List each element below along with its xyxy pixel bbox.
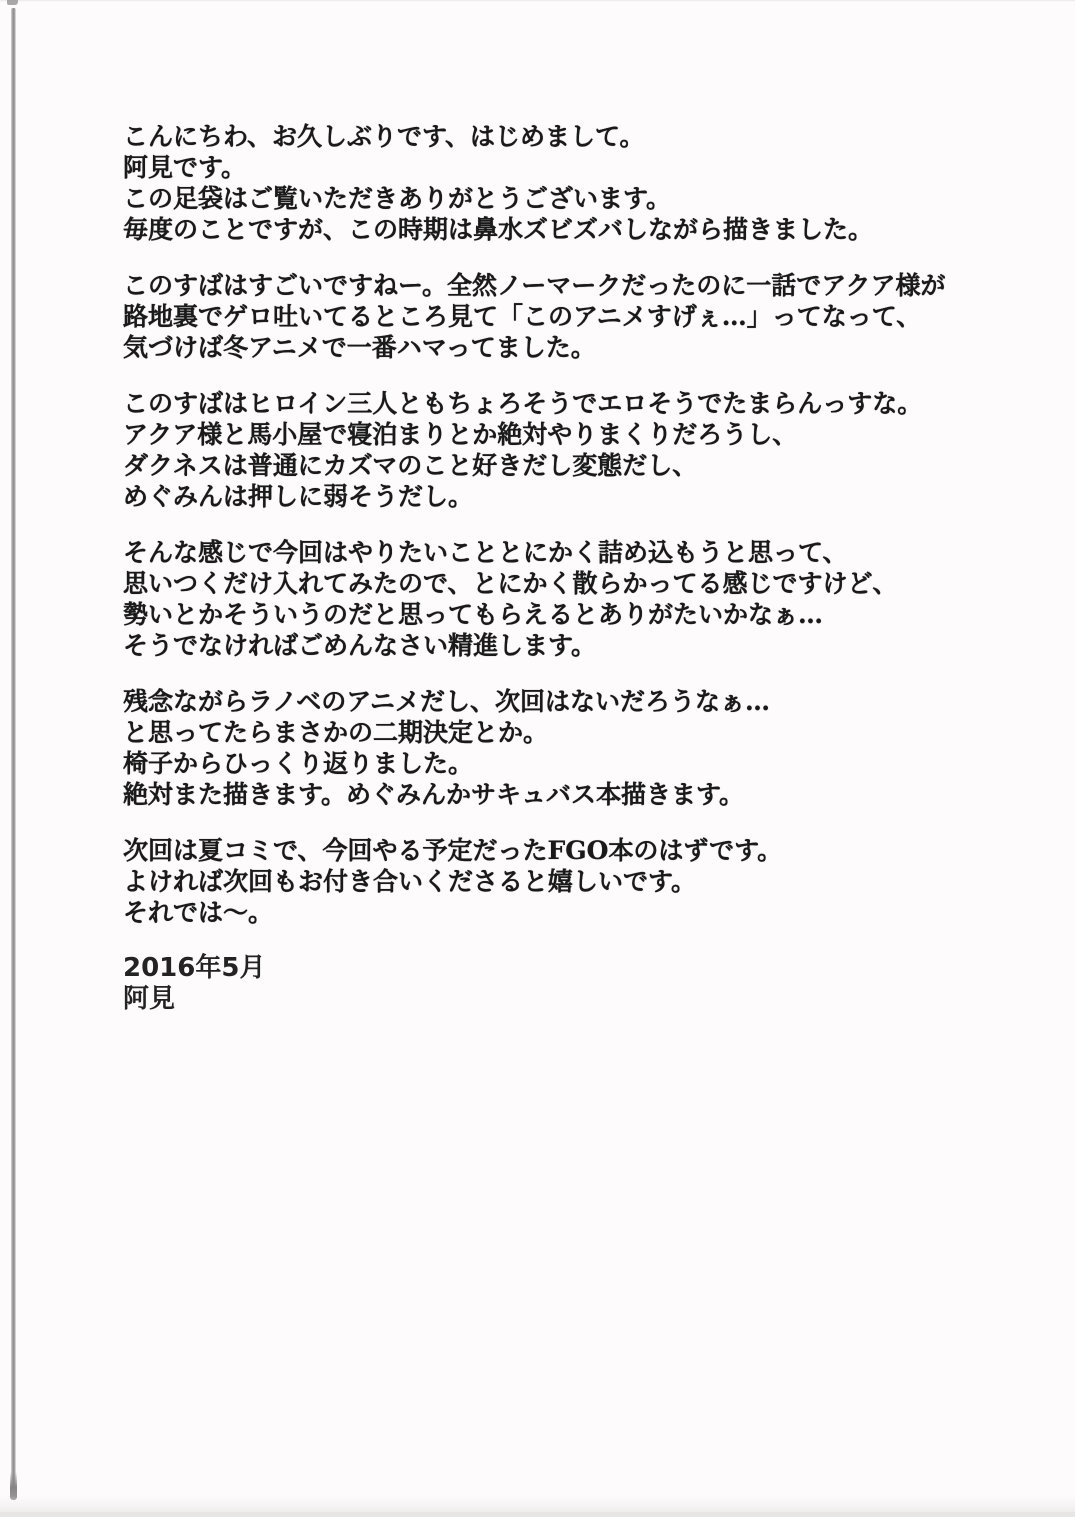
text-line: それでは〜。 <box>123 898 274 927</box>
text-line: 毎度のことですが、この時期は鼻水ズビズバしながら描きました。 <box>123 215 874 244</box>
paragraph-anime-impression <box>123 270 1003 363</box>
paragraph-next-time <box>123 835 1003 928</box>
afterword-text <box>123 121 1003 1040</box>
page-bottom-shadow <box>0 1512 1075 1517</box>
paragraph-apology <box>123 537 1003 661</box>
text-line: そんな感じで今回はやりたいこととにかく詰め込もうと思って、 <box>123 538 848 567</box>
text-line: 勢いとかそういうのだと思ってもらえるとありがたいかなぁ… <box>123 600 824 629</box>
scanner-corner-mark <box>7 0 18 5</box>
text-line: この足袋はご覧いただきありがとうございます。 <box>123 184 672 213</box>
text-line: アクア様と馬小屋で寝泊まりとか絶対やりまくりだろうし、 <box>123 420 798 449</box>
text-line: と思ってたらまさかの二期決定とか。 <box>123 718 549 747</box>
page-edge-shadow-left <box>11 8 16 1498</box>
text-line: ダクネスは普通にカズマのこと好きだし変態だし、 <box>123 451 698 480</box>
signature-name: 阿見 <box>123 984 176 1014</box>
page-top-edge-line <box>0 0 1075 2</box>
text-line: めぐみんは押しに弱そうだし。 <box>123 482 474 511</box>
paragraph-season-two <box>123 686 1003 810</box>
text-line: そうでなければごめんなさい精進します。 <box>123 631 597 660</box>
text-line: 残念ながらラノベのアニメだし、次回はないだろうなぁ… <box>123 687 771 716</box>
paragraph-heroines <box>123 388 1003 512</box>
text-line: このすばはすごいですねー。全然ノーマークだったのに一話でアクア様が <box>123 271 946 300</box>
text-line: 阿見です。 <box>123 153 247 182</box>
text-line: 次回は夏コミで、今回やる予定だったFGO本のはずです。 <box>123 836 783 865</box>
page-bottom-fade <box>0 1496 1075 1512</box>
paragraph-greeting <box>123 121 1003 245</box>
signature-block <box>123 953 1003 1015</box>
text-line: 椅子からひっくり返りました。 <box>123 749 474 778</box>
text-line: 気づけば冬アニメで一番ハマってました。 <box>123 333 596 362</box>
text-line: 絶対また描きます。めぐみんかサキュバス本描きます。 <box>123 780 745 809</box>
signature-date: 2016年5月 <box>123 953 266 983</box>
text-line: このすばはヒロイン三人ともちょろそうでエロそうでたまらんっすな。 <box>123 389 923 418</box>
text-line: こんにちわ、お久しぶりです、はじめまして。 <box>123 122 645 151</box>
text-line: 思いつくだけ入れてみたので、とにかく散らかってる感じですけど、 <box>123 569 898 598</box>
text-line: 路地裏でゲロ吐いてるところ見て「このアニメすげぇ…」ってなって、 <box>123 302 922 331</box>
text-line: よければ次回もお付き合いくださると嬉しいです。 <box>123 867 697 896</box>
